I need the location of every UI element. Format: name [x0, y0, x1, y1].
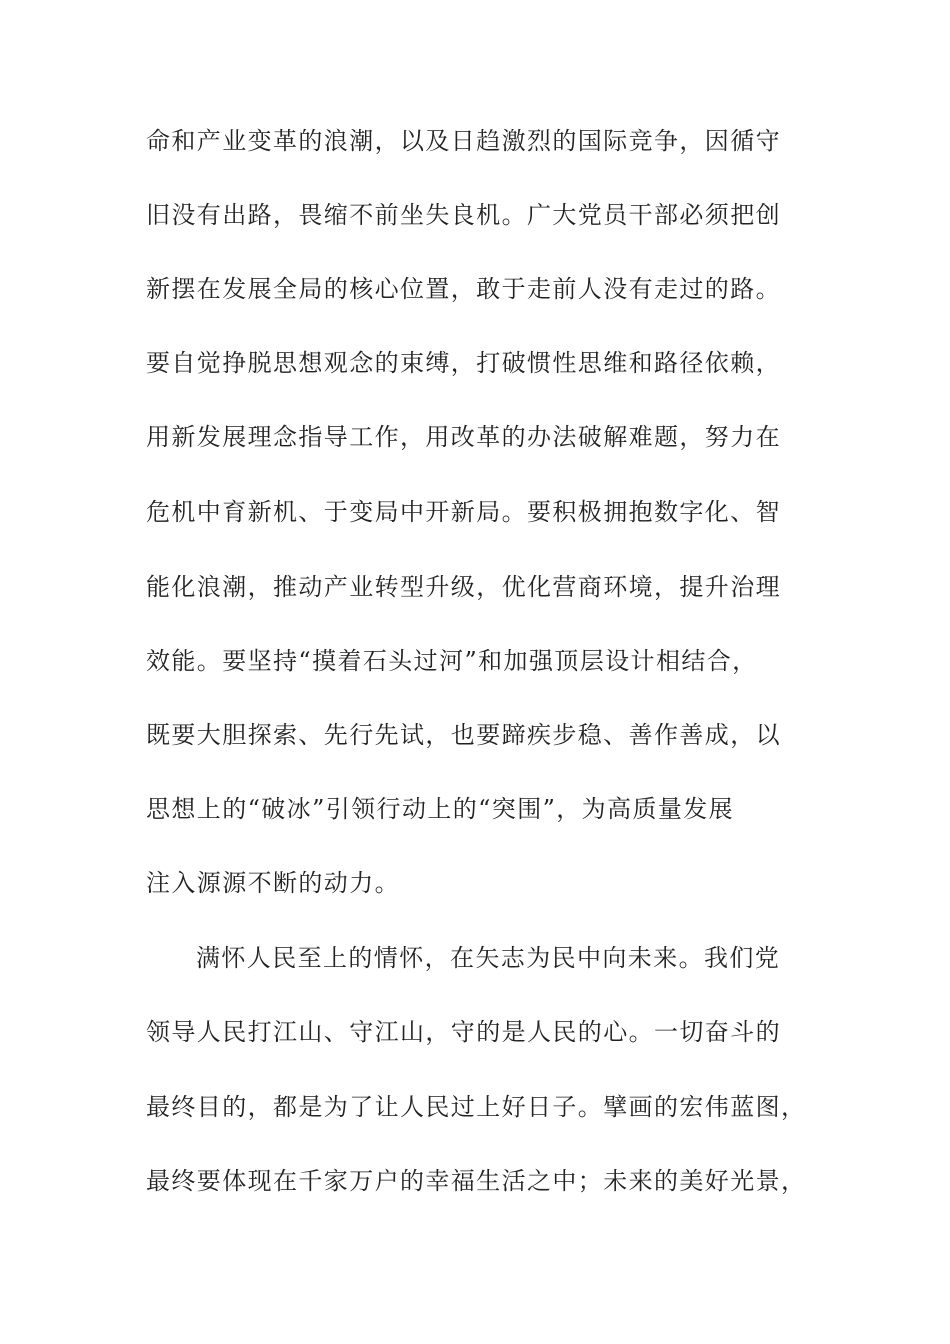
- paragraph-line: 既要大胆探索、先行先试，也要蹄疾步稳、善作善成，以: [146, 721, 781, 749]
- paragraph-line: 能化浪潮，推动产业转型升级，优化营商环境，提升治理: [146, 573, 781, 601]
- paragraph-line: 思想上的“破冰”引领行动上的“突围”，为高质量发展: [146, 795, 735, 823]
- paragraph-line: 注入源源不断的动力。: [146, 869, 400, 897]
- paragraph-line: 要自觉挣脱思想观念的束缚，打破惯性思维和路径依赖，: [146, 349, 781, 377]
- paragraph-line: 最终目的，都是为了让人民过上好日子。擘画的宏伟蓝图，: [146, 1093, 807, 1121]
- paragraph-line: 效能。要坚持“摸着石头过河”和加强顶层设计相结合，: [146, 647, 758, 675]
- paragraph-line: 旧没有出路，畏缩不前坐失良机。广大党员干部必须把创: [146, 201, 781, 229]
- paragraph-line: 新摆在发展全局的核心位置，敢于走前人没有走过的路。: [146, 275, 781, 303]
- paragraph-line: 最终要体现在千家万户的幸福生活之中；未来的美好光景，: [146, 1167, 807, 1195]
- paragraph-line: 满怀人民至上的情怀，在矢志为民中向未来。我们党: [196, 944, 781, 972]
- paragraph-line: 危机中育新机、于变局中开新局。要积极拥抱数字化、智: [146, 498, 781, 526]
- paragraph-line: 用新发展理念指导工作，用改革的办法破解难题，努力在: [146, 423, 781, 451]
- paragraph-line: 领导人民打江山、守江山，守的是人民的心。一切奋斗的: [146, 1018, 781, 1046]
- paragraph-line: 命和产业变革的浪潮，以及日趋激烈的国际竞争，因循守: [146, 127, 781, 155]
